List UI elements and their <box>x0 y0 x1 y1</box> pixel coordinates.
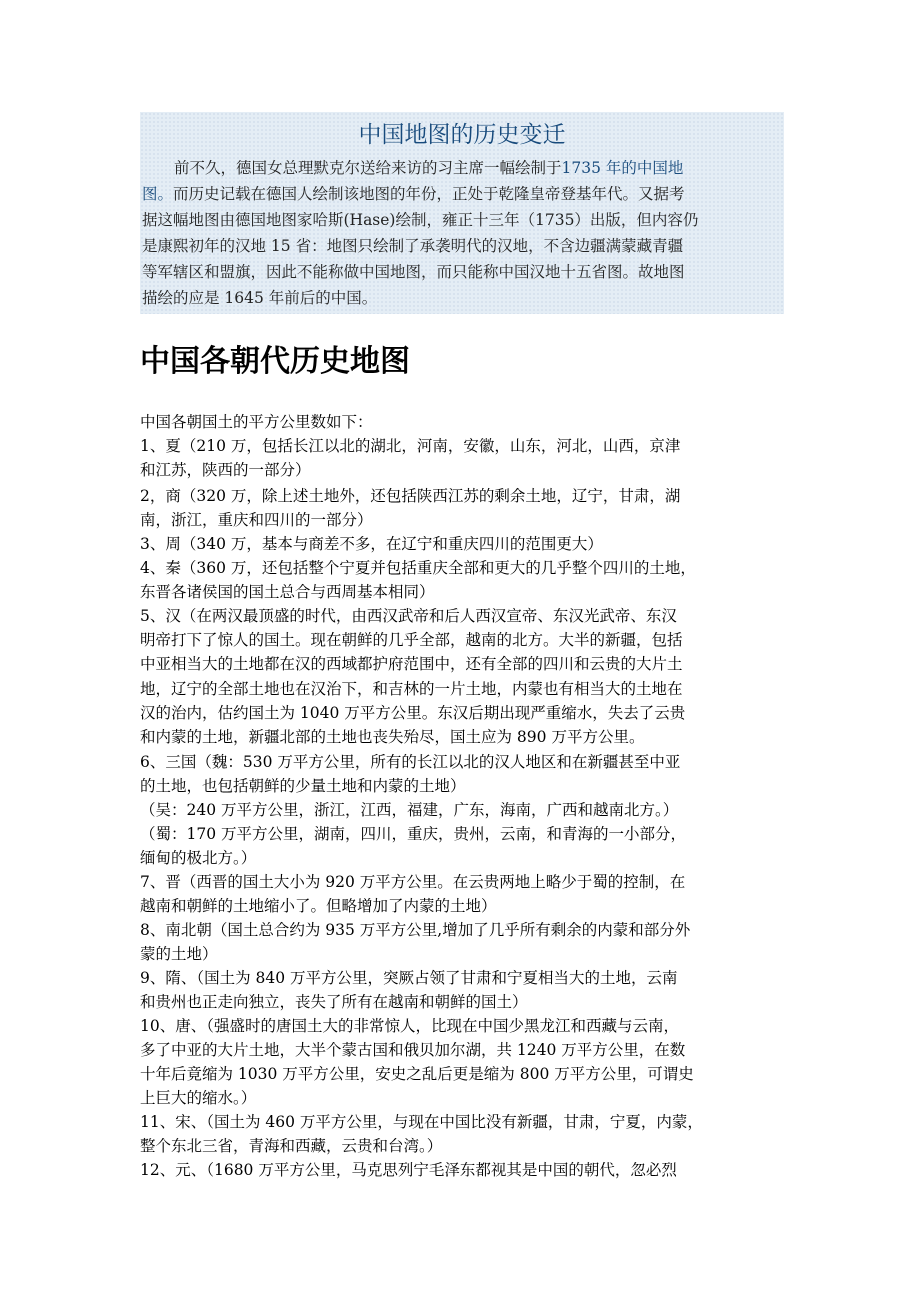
intro-text: 前不久，德国女总理默克尔送给来访的习主席一幅绘制于 <box>174 159 562 177</box>
body-line: 地，辽宁的全部土地也在汉治下，和吉林的一片土地，内蒙也有相当大的土地在 <box>140 680 683 698</box>
body-line: 中国各朝国土的平方公里数如下： <box>140 413 373 431</box>
intro-title: 中国地图的历史变迁 <box>358 122 566 148</box>
intro-highlight: 1735 年的中国地 <box>561 159 684 177</box>
body-line: 8、南北朝（国土总合约为 935 万平方公里,增加了几乎所有剩余的内蒙和部分外 <box>140 921 691 939</box>
intro-line: 据这幅地图由德国地图家哈斯(Hase)绘制，雍正十三年（1735）出版，但内容仍 <box>142 211 699 229</box>
body-line: 7、晋（西晋的国土大小为 920 万平方公里。在云贵两地上略少于蜀的控制，在 <box>140 873 686 891</box>
intro-highlight: 图。 <box>142 185 174 203</box>
intro-line: 等军辖区和盟旗，因此不能称做中国地图，而只能称中国汉地十五省图。故地图 <box>142 263 685 281</box>
body-line: 3、周（340 万，基本与商差不多，在辽宁和重庆四川的范围更大） <box>140 535 603 553</box>
body-line: 4、秦（360 万，还包括整个宁夏并包括重庆全部和更大的几乎整个四川的土地， <box>140 559 696 577</box>
body-line: 缅甸的极北方。） <box>140 849 257 867</box>
body-line: 明帝打下了惊人的国土。现在朝鲜的几乎全部，越南的北方。大半的新疆，包括 <box>140 631 683 649</box>
body-line: （蜀：170 万平方公里，湖南，四川，重庆，贵州，云南，和青海的一小部分， <box>140 825 687 843</box>
body-line: 和江苏，陕西的一部分） <box>140 461 311 479</box>
body-line: 十年后竟缩为 1030 万平方公里，安史之乱后更是缩为 800 万平方公里，可谓史 <box>140 1065 694 1083</box>
body-line: 和贵州也正走向独立，丧失了所有在越南和朝鲜的国土） <box>140 993 528 1011</box>
body-line: 2，商（320 万，除上述土地外，还包括陕西江苏的剩余土地，辽宁，甘肃，湖 <box>140 487 681 505</box>
body-line: 5、汉（在两汉最顶盛的时代，由西汉武帝和后人西汉宣帝、东汉光武帝、东汉 <box>140 607 677 625</box>
body-line: 东晋各诸侯国的国土总合与西周基本相同） <box>140 583 435 601</box>
body-line: 的土地，也包括朝鲜的少量土地和内蒙的土地） <box>140 777 466 795</box>
intro-text: 而历史记载在德国人绘制该地图的年份，正处于乾隆皇帝登基年代。又据考 <box>173 185 685 203</box>
body-line: 整个东北三省，青海和西藏，云贵和台湾。） <box>140 1137 443 1155</box>
body-line: 越南和朝鲜的土地缩小了。但略增加了内蒙的土地） <box>140 897 497 915</box>
body-line: 上巨大的缩水。） <box>140 1089 257 1107</box>
body-line: 12、元、（1680 万平方公里，马克思列宁毛泽东都视其是中国的朝代，忽必烈 <box>140 1161 677 1179</box>
body-line: 南，浙江，重庆和四川的一部分） <box>140 511 373 529</box>
body-line: 1、夏（210 万，包括长江以北的湖北，河南，安徽，山东，河北，山西，京津 <box>140 437 681 455</box>
body-line: 9、隋、（国土为 840 万平方公里，突厥占领了甘肃和宁夏相当大的土地，云南 <box>140 969 678 987</box>
intro-line: 描绘的应是 1645 年前后的中国。 <box>142 289 378 307</box>
body-line: 多了中亚的大片土地，大半个蒙古国和俄贝加尔湖，共 1240 万平方公里，在数 <box>140 1041 686 1059</box>
body-line: 11、宋、（国土为 460 万平方公里，与现在中国比没有新疆，甘肃，宁夏，内蒙， <box>140 1113 703 1131</box>
section-heading: 中国各朝代历史地图 <box>140 344 410 379</box>
body-line: 和内蒙的土地，新疆北部的土地也丧失殆尽，国土应为 890 万平方公里。 <box>140 728 645 746</box>
body-line: 6、三国（魏：530 万平方公里，所有的长江以北的汉人地区和在新疆甚至中亚 <box>140 753 681 771</box>
body-line: 10、唐、（强盛时的唐国土大的非常惊人，比现在中国少黑龙江和西藏与云南， <box>140 1017 679 1035</box>
body-line: 蒙的土地） <box>140 945 218 963</box>
body-line: 中亚相当大的土地都在汉的西域都护府范围中，还有全部的四川和云贵的大片土 <box>140 655 683 673</box>
intro-line: 是康熙初年的汉地 15 省：地图只绘制了承袭明代的汉地，不含边疆满蒙藏青疆 <box>142 237 684 255</box>
body-line: （吴：240 万平方公里，浙江，江西，福建，广东，海南，广西和越南北方。） <box>140 801 679 819</box>
intro-line <box>142 182 685 206</box>
body-line: 汉的治内，估约国土为 1040 万平方公里。东汉后期出现严重缩水，失去了云贵 <box>140 704 686 722</box>
intro-line <box>142 156 683 180</box>
